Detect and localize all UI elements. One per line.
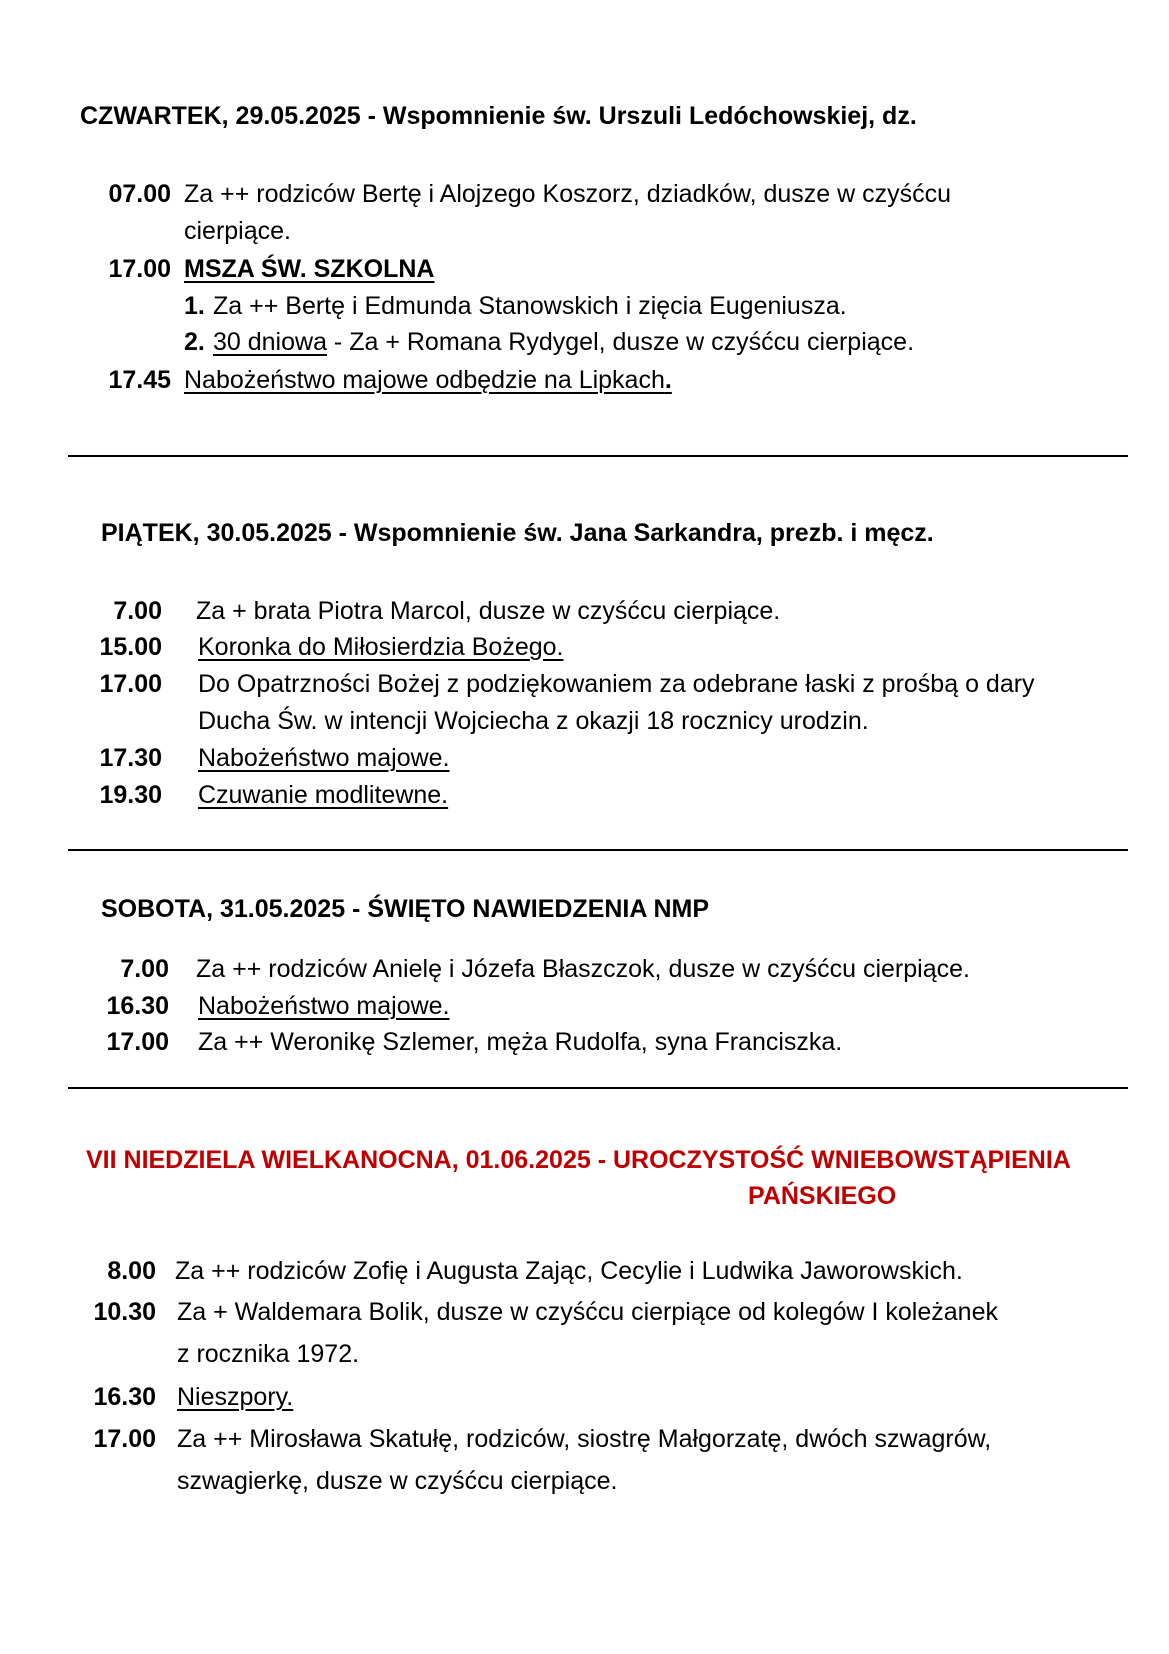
devotion-note: Nabożeństwo majowe. [198, 744, 450, 772]
school-mass-title: MSZA ŚW. SZKOLNA [184, 255, 435, 283]
mass-time: 07.00 [108, 180, 171, 208]
mass-entry [0, 629, 1169, 666]
mass-time: 17.30 [99, 744, 162, 772]
mass-time: 16.30 [106, 992, 169, 1020]
mass-time: 17.00 [106, 1028, 169, 1056]
devotion-note: Koronka do Miłosierdzia Bożego. [198, 633, 564, 661]
mass-time: 10.30 [93, 1298, 156, 1326]
mass-entry [0, 1253, 1169, 1290]
thirty-day-label: 30 dniowa [213, 328, 327, 356]
devotion-note: Nabożeństwo majowe. [198, 992, 450, 1020]
mass-entry [0, 176, 1169, 213]
mass-intention: Za ++ Mirosława Skatułę, rodziców, siostrę Małgorzatę, dwóch szwagrów, [177, 1425, 992, 1453]
mass-entry-continuation [0, 703, 1169, 740]
mass-time: 16.30 [93, 1383, 156, 1411]
mass-intention: cierpiące. [184, 217, 291, 245]
section-divider [68, 1087, 1128, 1089]
mass-entry [0, 593, 1169, 630]
day-heading-sunday-continuation: PAŃSKIEGO [748, 1182, 897, 1210]
mass-entry [0, 951, 1169, 988]
mass-intention: Za ++ rodziców Anielę i Józefa Błaszczok, dusze w czyśćcu cierpiące. [196, 955, 970, 983]
mass-intention: Za + Waldemara Bolik, dusze w czyśćcu cierpiące od kolegów I koleżanek [177, 1298, 998, 1326]
mass-entry-continuation [0, 213, 1169, 250]
mass-entry [0, 988, 1169, 1025]
day-heading-saturday: SOBOTA, 31.05.2025 - ŚWIĘTO NAWIEDZENIA NMP [101, 895, 709, 923]
mass-intention: Za ++ Bertę i Edmunda Stanowskich i zięcia Eugeniusza. [213, 292, 847, 320]
mass-time: 7.00 [113, 597, 162, 625]
mass-intention: Ducha Św. w intencji Wojciecha z okazji 18 rocznicy urodzin. [198, 707, 869, 735]
mass-intention: z rocznika 1972. [177, 1340, 360, 1368]
mass-entry [0, 1379, 1169, 1416]
day-heading-sunday: VII NIEDZIELA WIELKANOCNA, 01.06.2025 - UROCZYSTOŚĆ WNIEBOWSTĄPIENIA [86, 1146, 1071, 1174]
mass-intention: szwagierkę, dusze w czyśćcu cierpiące. [177, 1467, 618, 1495]
mass-time: 19.30 [99, 781, 162, 809]
mass-intention: Za + brata Piotra Marcol, dusze w czyśćcu cierpiące. [196, 597, 781, 625]
day-heading-thursday: CZWARTEK, 29.05.2025 - Wspomnienie św. Urszuli Ledóchowskiej, dz. [80, 102, 917, 130]
devotion-note: Nieszpory. [177, 1383, 294, 1411]
mass-entry-continuation [0, 1463, 1169, 1500]
day-heading-friday: PIĄTEK, 30.05.2025 - Wspomnienie św. Jana Sarkandra, prezb. i męcz. [101, 519, 934, 547]
mass-intention: Za ++ rodziców Bertę i Alojzego Koszorz, dziadków, dusze w czyśćcu [184, 180, 952, 208]
mass-time: 17.45 [108, 366, 171, 394]
mass-entry [0, 666, 1169, 703]
mass-time: 17.00 [93, 1425, 156, 1453]
mass-time: 7.00 [120, 955, 169, 983]
mass-entry [0, 251, 1169, 288]
devotion-note: Czuwanie modlitewne. [198, 781, 449, 809]
mass-sub-intention [0, 288, 1169, 325]
mass-entry [0, 740, 1169, 777]
mass-time: 17.00 [108, 255, 171, 283]
mass-entry-continuation [0, 1336, 1169, 1373]
mass-intention: Do Opatrzności Bożej z podziękowaniem za odebrane łaski z prośbą o dary [198, 670, 1035, 698]
intention-number: 1. [184, 292, 205, 320]
section-divider [68, 849, 1128, 851]
mass-intention: Za ++ Weronikę Szlemer, męża Rudolfa, syna Franciszka. [198, 1028, 843, 1056]
intention-number: 2. [184, 328, 205, 356]
mass-intention: Za ++ rodziców Zofię i Augusta Zając, Cecylie i Ludwika Jaworowskich. [175, 1257, 963, 1285]
devotion-note-period: . [664, 366, 672, 394]
mass-entry [0, 1294, 1169, 1331]
mass-entry [0, 777, 1169, 814]
mass-sub-intention [0, 324, 1169, 361]
mass-entry [0, 362, 1169, 399]
mass-intention: - Za + Romana Rydygel, dusze w czyśćcu cierpiące. [326, 328, 915, 356]
mass-entry [0, 1024, 1169, 1061]
section-divider [68, 455, 1128, 457]
devotion-note: Nabożeństwo majowe odbędzie na Lipkach [184, 366, 665, 394]
mass-entry [0, 1421, 1169, 1458]
mass-time: 8.00 [107, 1257, 156, 1285]
mass-time: 17.00 [99, 670, 162, 698]
mass-time: 15.00 [99, 633, 162, 661]
